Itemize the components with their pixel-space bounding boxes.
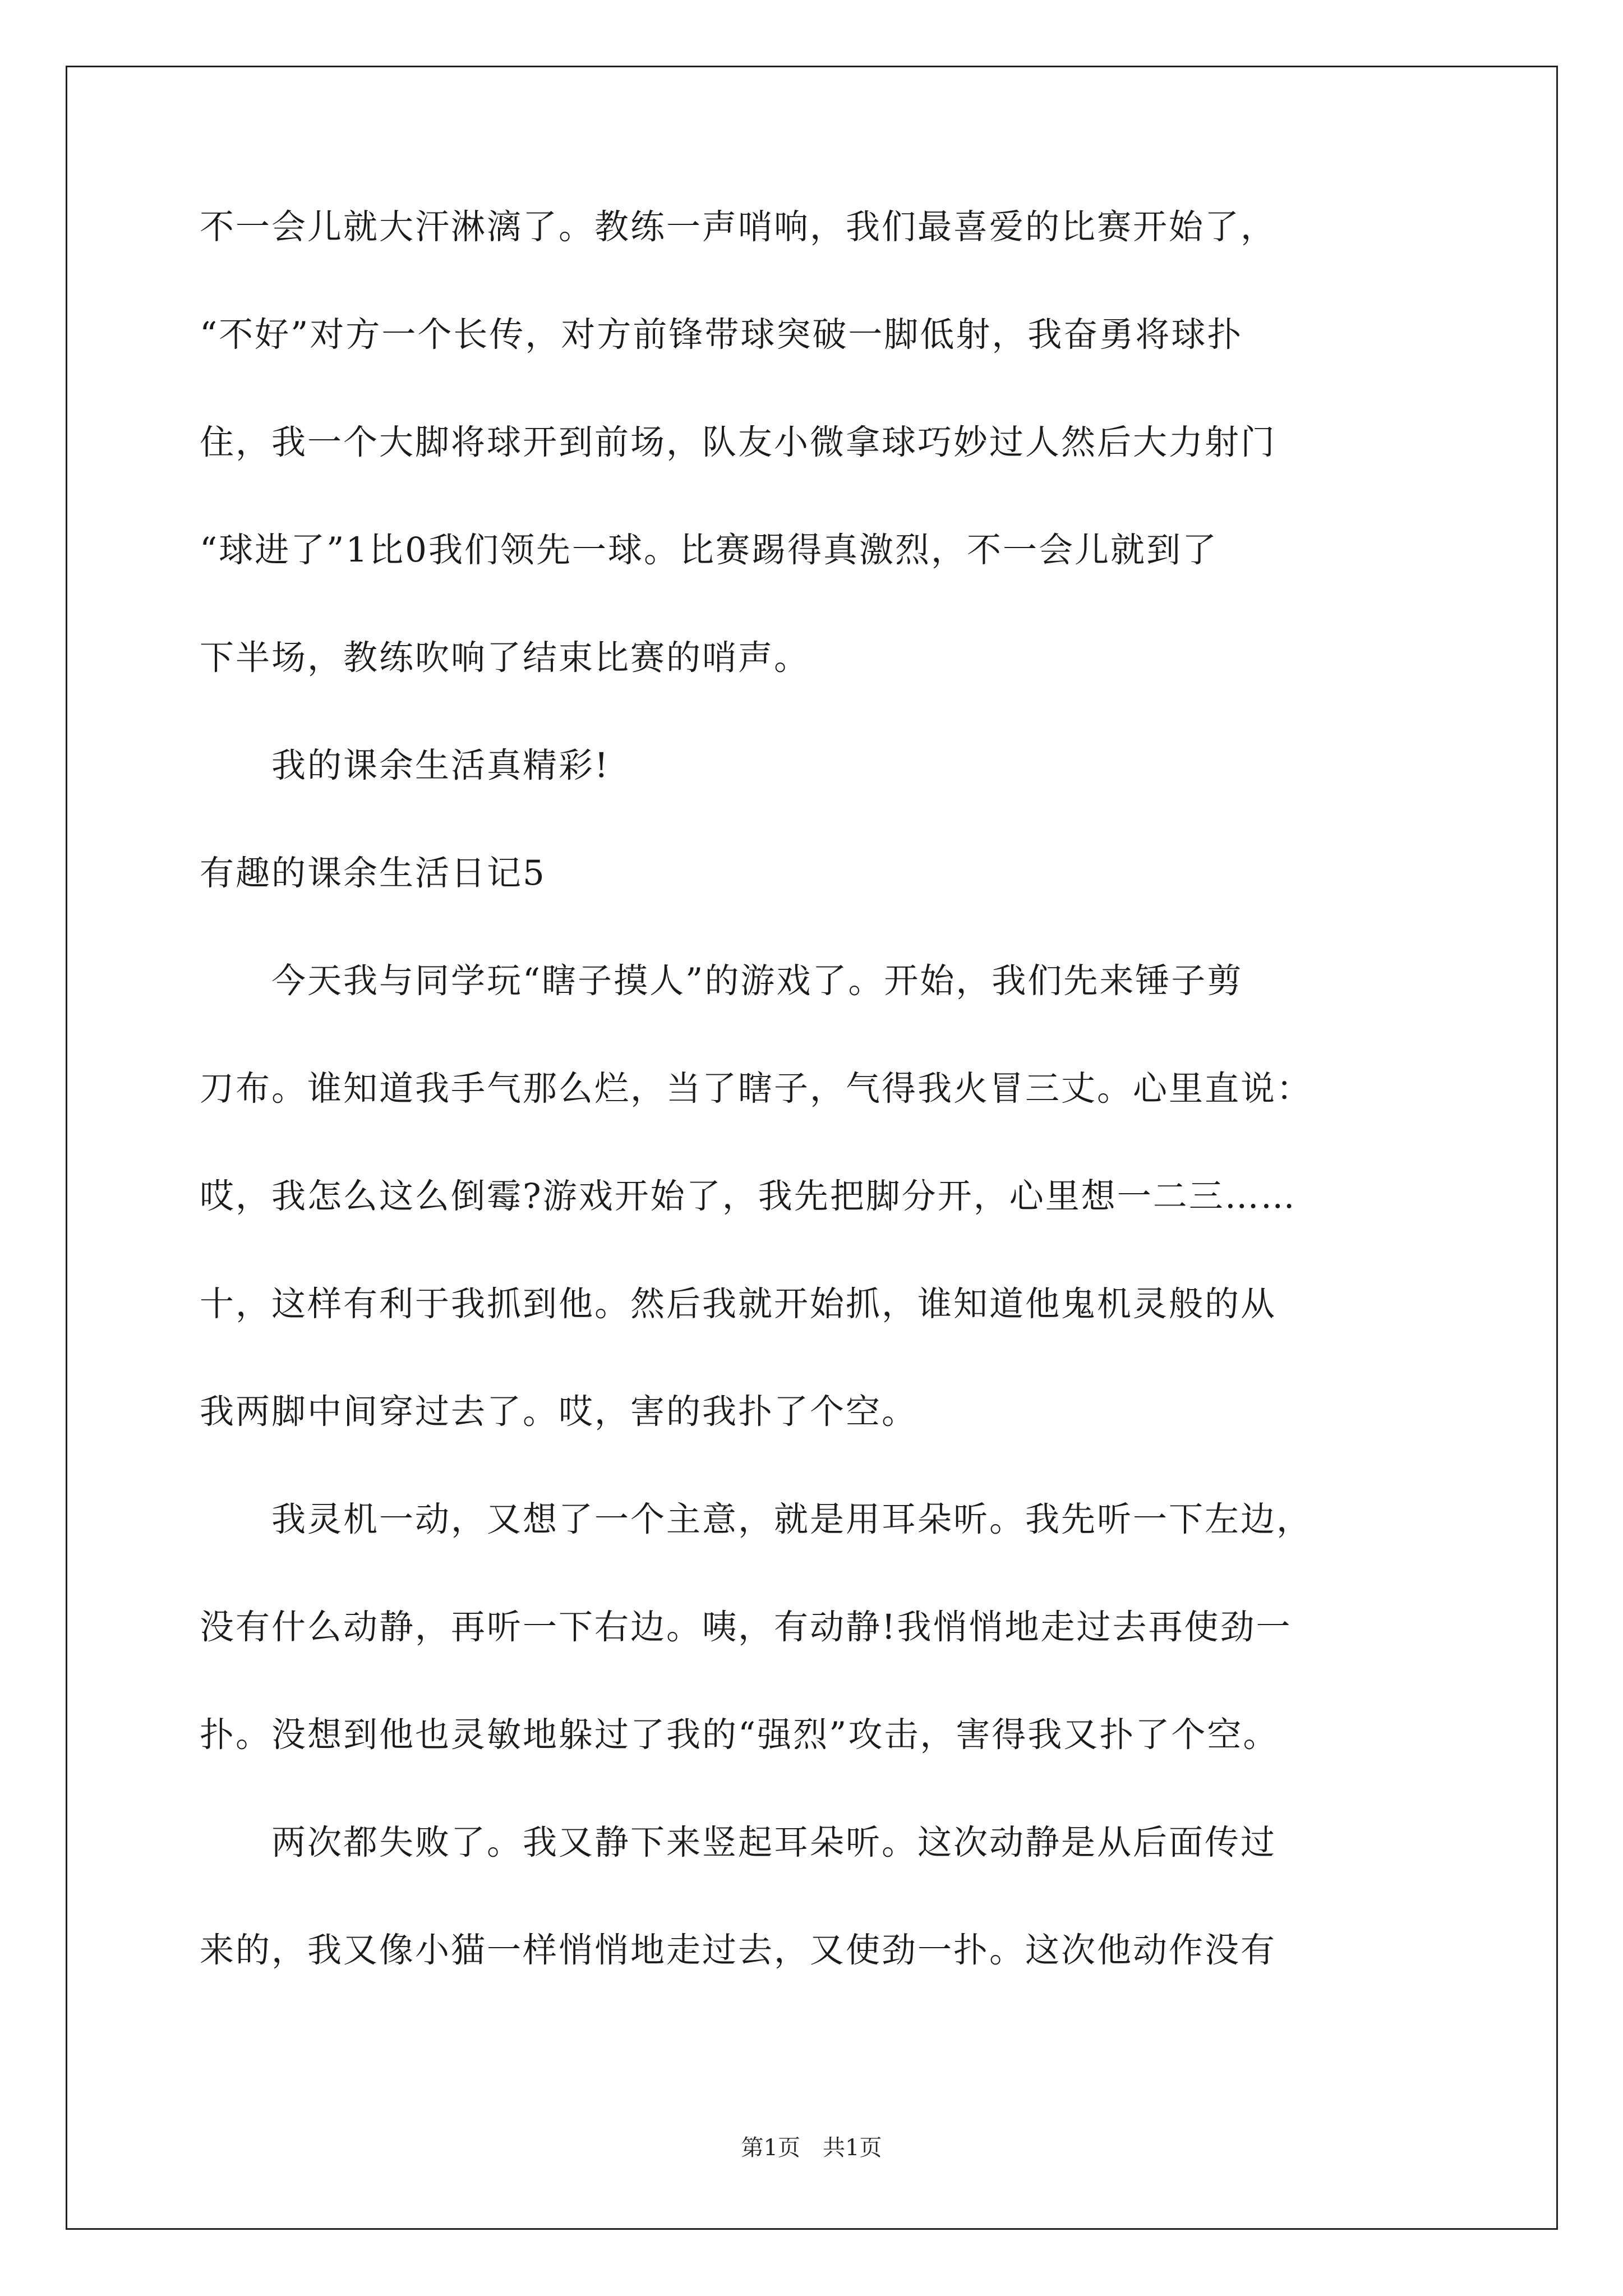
text-line: 今天我与同学玩“瞎子摸人”的游戏了。开始，我们先来锤子剪 [200, 961, 1243, 1001]
text-line: 住，我一个大脚将球开到前场，队友小微拿球巧妙过人然后大力射门 [200, 422, 1277, 462]
text-line: 下半场，教练吹响了结束比赛的哨声。 [200, 638, 810, 678]
text-line: 哎，我怎么这么倒霉?游戏开始了，我先把脚分开，心里想一二三…… [200, 1176, 1297, 1216]
text-line: 刀布。谁知道我手气那么烂，当了瞎子，气得我火冒三丈。心里直说： [200, 1069, 1313, 1108]
text-line: 没有什么动静，再听一下右边。咦，有动静!我悄悄地走过去再使劲一 [200, 1607, 1292, 1647]
page-border [66, 66, 1558, 2230]
text-line: 我的课余生活真精彩! [200, 746, 610, 785]
text-line: 两次都失败了。我又静下来竖起耳朵听。这次动静是从后面传过 [200, 1823, 1277, 1862]
text-line: 来的，我又像小猫一样悄悄地走过去，又使劲一扑。这次他动作没有 [200, 1930, 1277, 1970]
text-line: 我两脚中间穿过去了。哎，害的我扑了个空。 [200, 1392, 918, 1432]
text-line: “球进了”1比0我们领先一球。比赛踢得真激烈，不一会儿就到了 [200, 530, 1218, 570]
text-line: 十，这样有利于我抓到他。然后我就开始抓，谁知道他鬼机灵般的从 [200, 1284, 1277, 1324]
page-footer: 第1页 共1页 [741, 2135, 882, 2161]
text-line: 扑。没想到他也灵敏地躲过了我的“强烈”攻击，害得我又扑了个空。 [200, 1715, 1279, 1755]
text-line: 不一会儿就大汗淋漓了。教练一声哨响，我们最喜爱的比赛开始了， [200, 207, 1277, 247]
section-heading: 有趣的课余生活日记5 [200, 853, 546, 893]
text-line: “不好”对方一个长传，对方前锋带球突破一脚低射，我奋勇将球扑 [200, 315, 1243, 355]
text-line: 我灵机一动，又想了一个主意，就是用耳朵听。我先听一下左边， [200, 1499, 1313, 1539]
